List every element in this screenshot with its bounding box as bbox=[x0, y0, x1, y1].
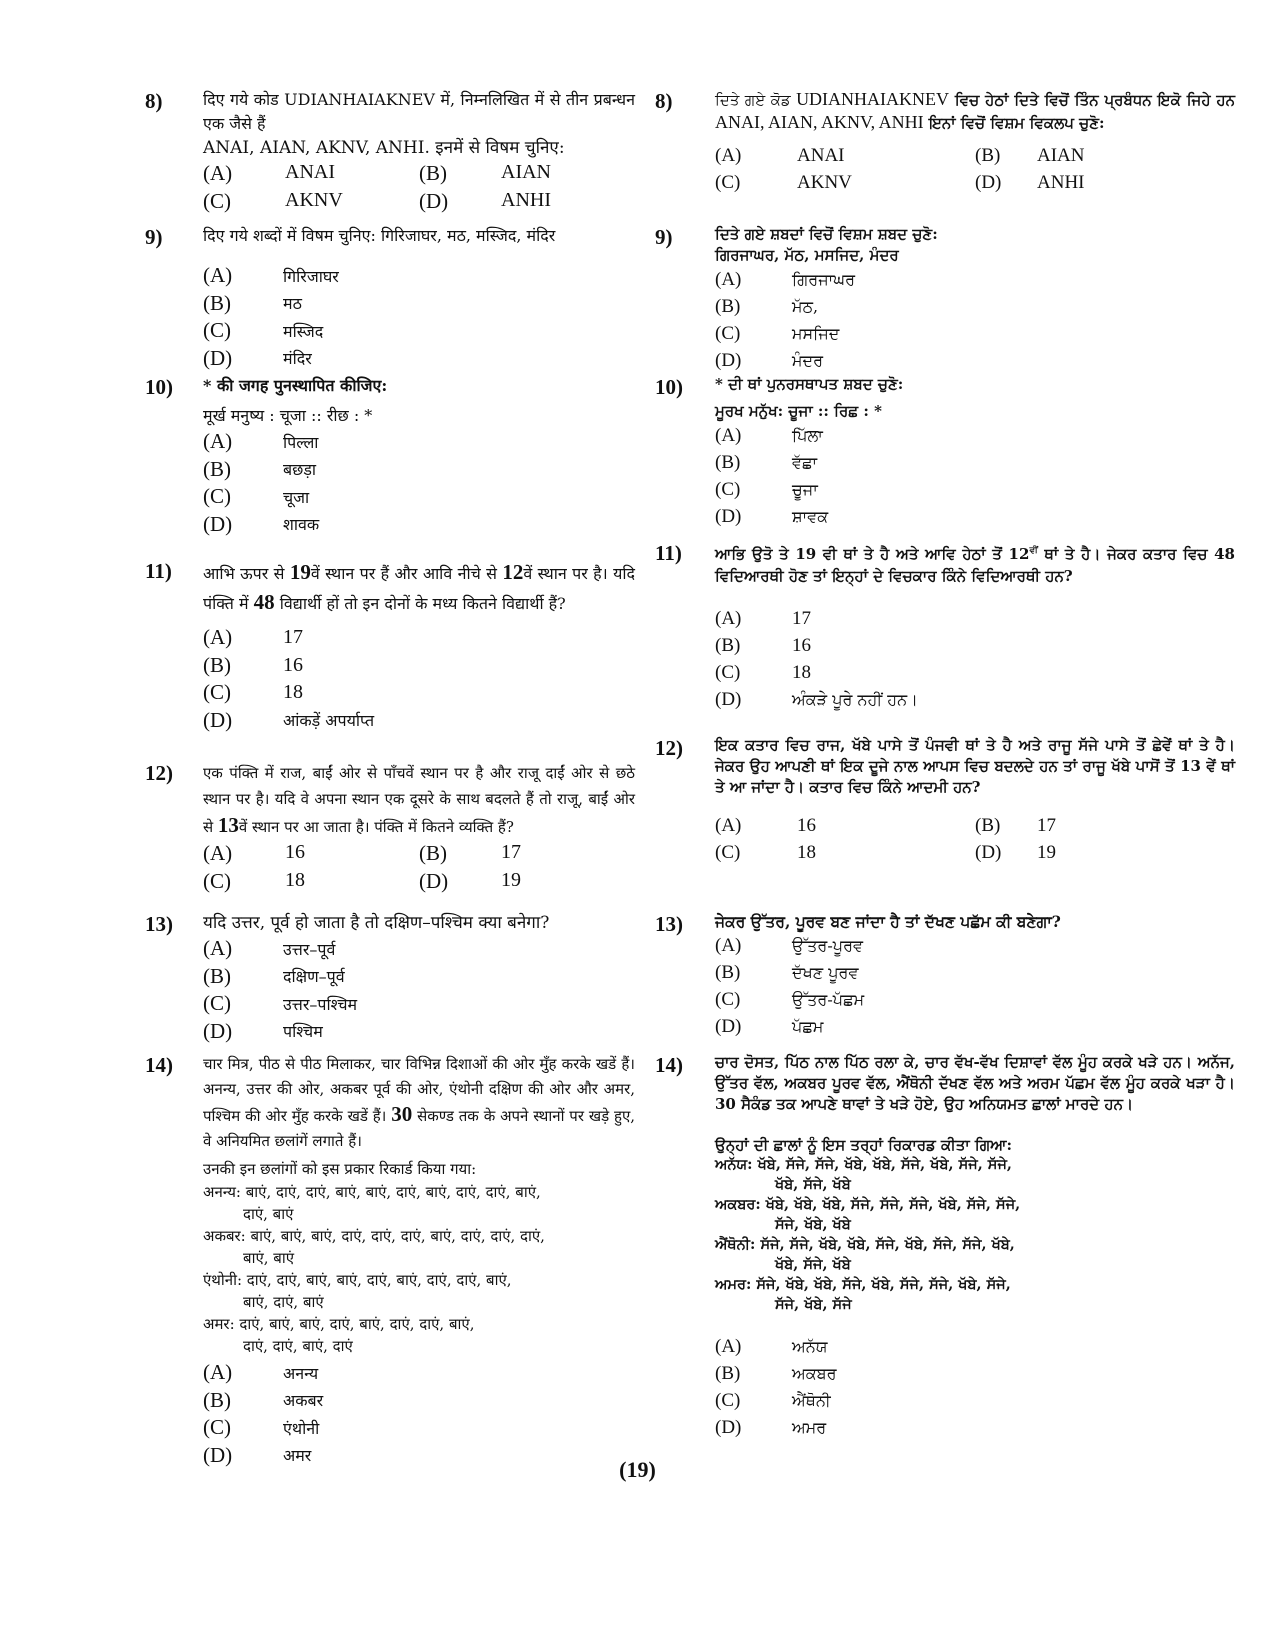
option-a[interactable]: (A) 16 bbox=[715, 814, 816, 836]
option-d[interactable]: (D) शावक bbox=[203, 511, 320, 536]
option-a[interactable]: (A) ANAI bbox=[715, 144, 845, 166]
option-b[interactable]: (B) 17 bbox=[419, 841, 521, 866]
jump-record bbox=[715, 1155, 1235, 1315]
option-d[interactable]: (D) पश्चिम bbox=[203, 1018, 323, 1043]
options-grid bbox=[715, 812, 1235, 867]
question-text: दिए गये शब्दों में विषम चुनिए: गिरिजाघर, मठ, मस्जिद, मंदिर bbox=[203, 226, 556, 245]
option-c[interactable]: (C) ਉੱਤਰ-ਪੱਛਮ bbox=[715, 988, 865, 1010]
record-ananya: ਅਨੱਯ: ਖੱਬੇ, ਸੱਜੇ, ਸੱਜੇ, ਖੱਬੇ, ਖੱਬੇ, ਸੱਜੇ, ਖੱਬੇ, ਸੱਜੇ, ਸੱਜੇ, ਖੱਬੇ, ਸੱਜੇ, ਖੱਬੇ bbox=[715, 1156, 1012, 1193]
option-a[interactable]: (A) 17 bbox=[715, 607, 811, 629]
option-c[interactable]: (C) ਮਸਜਿਦ bbox=[715, 322, 840, 344]
option-c[interactable]: (C) मस्जिद bbox=[203, 318, 324, 343]
record-akbar: अकबर: बाएं, बाएं, बाएं, दाएं, दाएं, दाएं, बाएं, दाएं, दाएं, दाएं, बाएं, बाएं bbox=[203, 1227, 545, 1267]
analogy-text: मूर्ख मनुष्य : चूजा :: रीछ : * bbox=[203, 406, 373, 425]
option-b[interactable]: (B) ਦੱਖਣ ਪੂਰਵ bbox=[715, 961, 859, 983]
option-a[interactable]: (A) उत्तर–पूर्व bbox=[203, 936, 336, 961]
record-anthony: ਐਂਥੋਨੀ: ਸੱਜੇ, ਸੱਜੇ, ਖੱਬੇ, ਖੱਬੇ, ਸੱਜੇ, ਖੱਬੇ, ਸੱਜੇ, ਸੱਜੇ, ਖੱਬੇ, ਖੱਬੇ, ਸੱਜੇ, ਖੱਬੇ bbox=[715, 1236, 1015, 1273]
question-text: ਆਭਿ ਉਤੋ ਤੇ 19 ਵੀ ਥਾਂ ਤੇ ਹੈ ਅਤੇ ਆਵਿ ਹੇਠਾਂ ਤੋਂ $12^{ਵੀਂ}$ ਥਾਂ ਤੇ ਹੈ। ਜੇਕਰ ਕਤਾਰ ਵਿਚ 48 ਵਿਦਿਆਰਥੀ ਹੋਣ ਤਾਂ ਇਨ੍ਹਾਂ ਦੇ ਵਿਚਕਾਰ ਕਿੰਨੇ ਵਿਦਿਆਰਥੀ ਹਨ? bbox=[715, 545, 1235, 585]
option-d[interactable]: (D) ANHI bbox=[419, 188, 551, 213]
option-d[interactable]: (D) ਸ਼ਾਵਕ bbox=[715, 505, 829, 527]
options-list bbox=[715, 932, 1235, 1040]
option-b[interactable]: (B) 16 bbox=[715, 634, 811, 656]
option-c[interactable]: (C) 18 bbox=[203, 868, 305, 893]
options-list bbox=[203, 935, 635, 1045]
question-number: 9) bbox=[655, 225, 673, 249]
question-text: आभि ऊपर से 19वें स्थान पर हैं और आवि नीचे से 12वें स्थान पर है। यदि पंक्ति में 48 विद्यार्थी हों तो इन दोनों के मध्य कितने विद्यार्थी हैं? bbox=[203, 560, 635, 614]
record-amar: ਅਮਰ: ਸੱਜੇ, ਖੱਬੇ, ਖੱਬੇ, ਸੱਜੇ, ਖੱਬੇ, ਸੱਜੇ, ਸੱਜੇ, ਖੱਬੇ, ਸੱਜੇ, ਸੱਜੇ, ਖੱਬੇ, ਸੱਜੇ bbox=[715, 1276, 1011, 1313]
option-a[interactable]: (A) गिरिजाघर bbox=[203, 263, 339, 288]
option-a[interactable]: (A) ਉੱਤਰ-ਪੂਰਵ bbox=[715, 934, 864, 956]
question-text: ਇਕ ਕਤਾਰ ਵਿਚ ਰਾਜ, ਖੱਬੇ ਪਾਸੇ ਤੋਂ ਪੰਜਵੀ ਥਾਂ ਤੇ ਹੈ ਅਤੇ ਰਾਜੂ ਸੱਜੇ ਪਾਸੇ ਤੋਂ ਛੇਵੇਂ ਥਾਂ ਤੇ ਹੈ। ਜੇਕਰ ਉਹ ਆਪਣੀ ਥਾਂ ਇਕ ਦੂਜੇ ਨਾਲ ਆਪਸ ਵਿਚ ਬਦਲਦੇ ਹਨ ਤਾਂ ਰਾਜੂ ਖੱਬੇ ਪਾਸੋਂ ਤੋਂ 13 ਵੇਂ ਥਾਂ ਤੇ ਆ ਜਾਂਦਾ ਹੈ। ਕਤਾਰ ਵਿਚ ਕਿੰਨੇ ਆਦਮੀ ਹਨ? bbox=[715, 736, 1235, 796]
option-a[interactable]: (A) ਅਨੱਯ bbox=[715, 1335, 828, 1357]
option-c[interactable]: (C) AKNV bbox=[203, 188, 343, 213]
question-number: 13) bbox=[145, 912, 173, 936]
option-c[interactable]: (C) ਐਂਥੋਨੀ bbox=[715, 1389, 831, 1411]
question-number: 10) bbox=[145, 375, 173, 399]
option-c[interactable]: (C) ਚੂਜਾ bbox=[715, 478, 818, 500]
record-intro: ਉਨ੍ਹਾਂ ਦੀ ਛਾਲਾਂ ਨੂੰ ਇਸ ਤਰ੍ਹਾਂ ਰਿਕਾਰਡ ਕੀਤਾ ਗਿਆ: bbox=[715, 1136, 1013, 1154]
option-b[interactable]: (B) 17 bbox=[975, 814, 1056, 836]
question-number: 8) bbox=[145, 89, 163, 113]
option-d[interactable]: (D) ਅਮਰ bbox=[715, 1416, 827, 1438]
question-number: 11) bbox=[655, 541, 682, 565]
record-ananya: अनन्य: बाएं, दाएं, दाएं, बाएं, बाएं, दाएं, बाएं, दाएं, दाएं, बाएं, दाएं, बाएं bbox=[203, 1183, 541, 1223]
option-d[interactable]: (D) मंदिर bbox=[203, 345, 312, 370]
option-b[interactable]: (B) मठ bbox=[203, 290, 302, 315]
option-c[interactable]: (C) 18 bbox=[715, 661, 811, 683]
option-c[interactable]: (C) चूजा bbox=[203, 484, 310, 509]
option-d[interactable]: (D) ਮੰਦਰ bbox=[715, 349, 824, 371]
option-d[interactable]: (D) आंकड़ें अपर्याप्त bbox=[203, 707, 375, 732]
option-d[interactable]: (D) ਅੰਕੜੇ ਪੂਰੇ ਨਹੀਂ ਹਨ। bbox=[715, 688, 918, 710]
question-number: 13) bbox=[655, 912, 683, 936]
options-list bbox=[203, 428, 635, 538]
options-list bbox=[203, 262, 635, 372]
jump-record bbox=[203, 1181, 635, 1357]
record-anthony: एंथोनी: दाएं, दाएं, बाएं, बाएं, दाएं, बाएं, दाएं, दाएं, बाएं, बाएं, दाएं, बाएं bbox=[203, 1271, 512, 1311]
option-d[interactable]: (D) 19 bbox=[419, 868, 521, 893]
question-text: दिए गये कोड UDIANHAIAKNEV में, निम्नलिखित में से तीन प्रबन्धन एक जैसे हैं bbox=[203, 90, 635, 133]
question-number: 14) bbox=[145, 1053, 173, 1077]
question-number: 8) bbox=[655, 89, 673, 113]
question-text-2: ANAI, AIAN, AKNV, ANHI. इनमें से विषम चुनिए: bbox=[203, 138, 565, 158]
question-text: ਦਿਤੇ ਗਏ ਕੋਡ UDIANHAIAKNEV ਵਿਚ ਹੇਠਾਂ ਦਿਤੇ ਵਿਚੋਂ ਤਿੰਨ ਪ੍ਰਬੰਧਨ ਇਕੋ ਜਿਹੇ ਹਨ ANAI, AIAN, AKNV, ANHI ਇਨਾਂ ਵਿਚੋਂ ਵਿਸ਼ਮ ਵਿਕਲਪ ਚੁਣੋ: bbox=[715, 89, 1236, 132]
record-intro: उनकी इन छलांगों को इस प्रकार रिकार्ड किया गया: bbox=[203, 1160, 477, 1178]
options-list bbox=[715, 422, 1235, 530]
question-text: * की जगह पुनस्थापित कीजिए: bbox=[203, 376, 388, 395]
record-akbar: ਅਕਬਰ: ਖੱਬੇ, ਖੱਬੇ, ਖੱਬੇ, ਸੱਜੇ, ਸੱਜੇ, ਸੱਜੇ, ਖੱਬੇ, ਸੱਜੇ, ਸੱਜੇ, ਸੱਜੇ, ਖੱਬੇ, ਖੱਬੇ bbox=[715, 1196, 1021, 1233]
options-list bbox=[203, 1359, 635, 1469]
option-b[interactable]: (B) ਅਕਬਰ bbox=[715, 1362, 837, 1384]
question-text: यदि उत्तर, पूर्व हो जाता है तो दक्षिण–पश्चिम क्या बनेगा? bbox=[203, 913, 550, 933]
question-number: 11) bbox=[145, 559, 172, 583]
option-c[interactable]: (C) उत्तर–पश्चिम bbox=[203, 991, 358, 1016]
option-b[interactable]: (B) ਵੱਛਾ bbox=[715, 451, 818, 473]
option-d[interactable]: (D) ਪੱਛਮ bbox=[715, 1015, 824, 1037]
option-b[interactable]: (B) बछड़ा bbox=[203, 456, 317, 481]
options-grid bbox=[203, 840, 635, 895]
option-d[interactable]: (D) 19 bbox=[975, 842, 1056, 864]
option-b[interactable]: (B) 16 bbox=[203, 652, 303, 677]
option-b[interactable]: (B) AIAN bbox=[419, 161, 551, 186]
option-d[interactable]: (D) अमर bbox=[203, 1442, 312, 1467]
question-number: 12) bbox=[145, 761, 173, 785]
question-text: ਜੇਕਰ ਉੱਤਰ, ਪੂਰਵ ਬਣ ਜਾਂਦਾ ਹੈ ਤਾਂ ਦੱਖਣ ਪਛੱਮ ਕੀ ਬਣੇਗਾ? bbox=[715, 912, 1061, 931]
options-grid bbox=[715, 142, 1235, 197]
question-text: * ਦੀ ਥਾਂ ਪੁਨਰਸਥਾਪਤ ਸ਼ਬਦ ਚੁਣੋ: bbox=[715, 375, 904, 393]
question-number: 9) bbox=[145, 225, 163, 249]
option-a[interactable]: (A) ਪਿੱਲਾ bbox=[715, 424, 823, 446]
page-number: (19) bbox=[619, 1457, 656, 1482]
question-text: ਚਾਰ ਦੋਸਤ, ਪਿੱਠ ਨਾਲ ਪਿੱਠ ਰਲਾ ਕੇ, ਚਾਰ ਵੱਖ-ਵੱਖ ਦਿਸ਼ਾਵਾਂ ਵੱਲ ਮੂੰਹ ਕਰਕੇ ਖੜੇ ਹਨ। ਅਨੱਜ, ਉੱਤਰ ਵੱਲ, ਅਕਬਰ ਪੂਰਵ ਵੱਲ, ਐਂਥੋਨੀ ਦੱਖਣ ਵੱਲ ਅਤੇ ਅਰਮ ਪੱਛਮ ਵੱਲ ਮੂੰਹ ਕਰਕੇ ਖੜਾ ਹੈ। 30 ਸੈਕੰਡ ਤਕ ਆਪਣੇ ਥਾਵਾਂ ਤੇ ਖੜੇ ਹੋਏ, ਉਹ ਅਨਿਯਮਤ ਛਾਲਾਂ ਮਾਰਦੇ ਹਨ। bbox=[715, 1053, 1235, 1113]
question-text: एक पंक्ति में राज, बाईं ओर से पाँचवें स्थान पर है और राजू दाईं ओर से छठे स्थान पर है। यदि वे अपना स्थान एक दूसरे के साथ बदलते हैं तो राजू, बाईं ओर से 13वें स्थान पर आ जाता है। पंक्ति में कितने व्यक्ति हैं? bbox=[203, 764, 635, 837]
option-c[interactable]: (C) एंथोनी bbox=[203, 1415, 320, 1440]
option-b[interactable]: (B) अकबर bbox=[203, 1387, 324, 1412]
options-grid bbox=[203, 160, 635, 215]
question-number: 10) bbox=[655, 375, 683, 399]
options-list bbox=[203, 624, 635, 734]
analogy-text: ਮੂਰਖ ਮਨੁੱਖ: ਚੂਜਾ :: ਰਿਛ : * bbox=[715, 402, 882, 420]
option-a[interactable]: (A) ANAI bbox=[203, 161, 335, 186]
options-list bbox=[715, 605, 1235, 713]
option-a[interactable]: (A) 17 bbox=[203, 625, 303, 650]
question-number: 12) bbox=[655, 736, 683, 760]
option-a[interactable]: (A) 16 bbox=[203, 841, 305, 866]
question-text: चार मित्र, पीठ से पीठ मिलाकर, चार विभिन्न दिशाओं की ओर मुँह करके खडें हैं। अनन्य, उत्तर की ओर, अकबर पूर्व की ओर, एंथोनी दक्षिण की ओर और अमर, पश्चिम की ओर मुँह करके खडें हैं। 30 सेकण्ड तक के अपने स्थानों पर खड़े हुए, वे अनियमित छलांगें लगाते हैं। bbox=[203, 1055, 636, 1150]
option-d[interactable]: (D) ANHI bbox=[975, 172, 1085, 194]
record-amar: अमर: दाएं, बाएं, बाएं, दाएं, बाएं, दाएं, दाएं, बाएं, दाएं, दाएं, बाएं, दाएं bbox=[203, 1315, 475, 1355]
options-list bbox=[715, 266, 1235, 374]
question-number: 14) bbox=[655, 1053, 683, 1077]
options-list bbox=[715, 1333, 1235, 1441]
question-text: ਦਿਤੇ ਗਏ ਸ਼ਬਦਾਂ ਵਿਚੋਂ ਵਿਸ਼ਮ ਸ਼ਬਦ ਚੁਣੋ: bbox=[715, 225, 938, 243]
option-c[interactable]: (C) 18 bbox=[715, 842, 816, 864]
option-b[interactable]: (B) दक्षिण–पूर्व bbox=[203, 963, 345, 988]
option-b[interactable]: (B) AIAN bbox=[975, 144, 1085, 166]
question-words: ਗਿਰਜਾਘਰ, ਮੱਠ, ਮਸਜਿਦ, ਮੰਦਰ bbox=[715, 246, 899, 264]
option-a[interactable]: (A) अनन्य bbox=[203, 1360, 319, 1385]
option-b[interactable]: (B) ਮੱਠ, bbox=[715, 295, 819, 317]
option-c[interactable]: (C) AKNV bbox=[715, 172, 852, 194]
option-a[interactable]: (A) पिल्ला bbox=[203, 429, 319, 454]
option-a[interactable]: (A) ਗਿਰਜਾਘਰ bbox=[715, 268, 856, 290]
option-c[interactable]: (C) 18 bbox=[203, 680, 303, 705]
